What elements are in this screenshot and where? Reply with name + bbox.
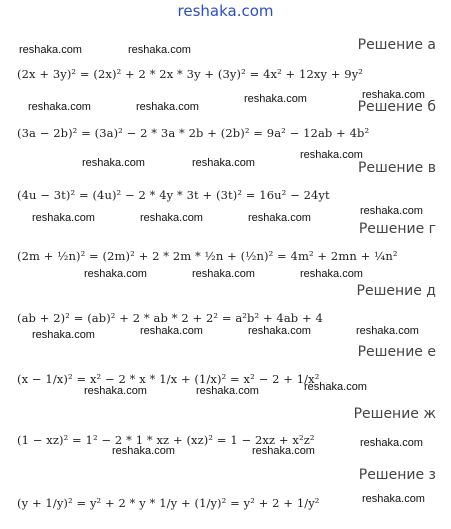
site-title[interactable]: reshaka.com: [177, 2, 274, 20]
section-title-b: Решение б: [357, 99, 436, 115]
watermark: reshaka.com: [244, 93, 307, 105]
section-title-g: Решение г: [358, 221, 436, 237]
equation-e: (x − 1/x)² = x² − 2 * x * 1/x + (1/x)² = x² − 2 + 1/x²: [17, 372, 320, 386]
section-title-e: Решение е: [357, 344, 436, 360]
watermark: reshaka.com: [196, 385, 259, 397]
watermark: reshaka.com: [362, 89, 425, 101]
watermark: reshaka.com: [192, 157, 255, 169]
watermark: reshaka.com: [192, 268, 255, 280]
section-title-z: Решение з: [358, 467, 436, 483]
equation-a: (2x + 3y)² = (2x)² + 2 * 2x * 3y + (3y)² = 4x² + 12xy + 9y²: [17, 67, 364, 81]
watermark: reshaka.com: [248, 212, 311, 224]
watermark: reshaka.com: [128, 44, 191, 56]
watermark: reshaka.com: [84, 385, 147, 397]
watermark: reshaka.com: [304, 381, 367, 393]
section-title-d: Решение д: [356, 283, 436, 299]
watermark: reshaka.com: [112, 445, 175, 457]
watermark: reshaka.com: [360, 437, 423, 449]
watermark: reshaka.com: [136, 101, 199, 113]
watermark: reshaka.com: [300, 149, 363, 161]
watermark: reshaka.com: [32, 329, 95, 341]
watermark: reshaka.com: [356, 325, 419, 337]
watermark: reshaka.com: [252, 445, 315, 457]
section-title-zh: Решение ж: [353, 406, 436, 422]
watermark: reshaka.com: [84, 268, 147, 280]
equation-z: (y + 1/y)² = y² + 2 * y * 1/y + (1/y)² = y² + 2 + 1/y²: [17, 496, 320, 510]
watermark: reshaka.com: [28, 101, 91, 113]
watermark: reshaka.com: [140, 212, 203, 224]
watermark: reshaka.com: [300, 268, 363, 280]
watermark: reshaka.com: [32, 212, 95, 224]
section-title-v: Решение в: [357, 160, 436, 176]
section-title-a: Решение а: [357, 37, 436, 53]
watermark: reshaka.com: [140, 325, 203, 337]
equation-d: (ab + 2)² = (ab)² + 2 * ab * 2 + 2² = a²b² + 4ab + 4: [17, 311, 323, 325]
watermark: reshaka.com: [362, 493, 425, 505]
watermark: reshaka.com: [19, 44, 82, 56]
watermark: reshaka.com: [248, 325, 311, 337]
watermark: reshaka.com: [360, 205, 423, 217]
watermark: reshaka.com: [82, 157, 145, 169]
equation-g: (2m + ½n)² = (2m)² + 2 * 2m * ½n + (½n)² = 4m² + 2mn + ¼n²: [17, 249, 398, 263]
equation-v: (4u − 3t)² = (4u)² − 2 * 4y * 3t + (3t)² = 16u² − 24yt: [17, 188, 330, 202]
equation-b: (3a − 2b)² = (3a)² − 2 * 3a * 2b + (2b)² = 9a² − 12ab + 4b²: [17, 126, 370, 140]
equation-zh: (1 − xz)² = 1² − 2 * 1 * xz + (xz)² = 1 − 2xz + x²z²: [17, 433, 315, 447]
